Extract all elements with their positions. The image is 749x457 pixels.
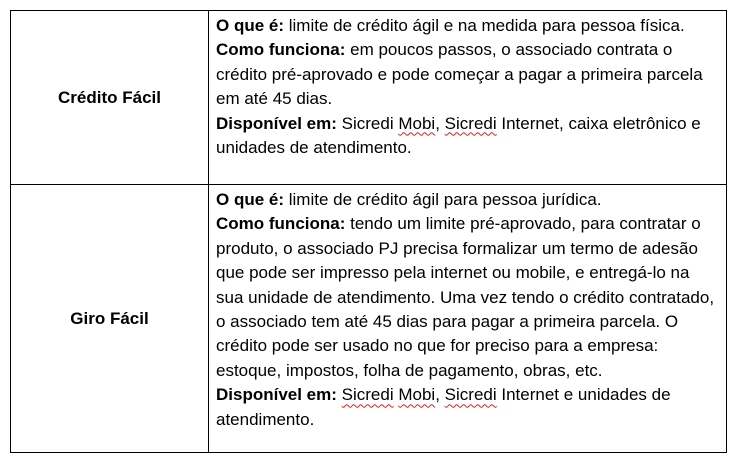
table-row-credito-facil <box>11 11 727 185</box>
table-row-giro-facil <box>11 185 727 453</box>
how-it-works-paragraph <box>216 38 720 111</box>
what-is-text: limite de crédito ágil para pessoa jurídica. <box>284 190 602 209</box>
what-is-text: limite de crédito ágil e na medida para pessoa física. <box>284 16 685 35</box>
available-rest-text: Internet e unidades de atendimento. <box>216 385 671 429</box>
product-name-credito-facil: Crédito Fácil <box>11 11 209 185</box>
available-brand-word: Sicredi <box>341 385 394 405</box>
available-in-label: Disponível em: <box>216 113 337 133</box>
product-description-giro-facil <box>209 185 727 453</box>
available-app-word: Mobi <box>398 385 436 405</box>
how-it-works-label: Como funciona: <box>216 214 346 234</box>
available-separator: , <box>435 385 445 405</box>
available-brand-word-2: Sicredi <box>444 113 497 133</box>
available-rest-text: Internet, caixa eletrônico e unidades de atendimento. <box>216 113 701 158</box>
how-it-works-text: tendo um limite pré-aprovado, para contratar o produto, o associado PJ precisa formalizar um termo de adesão que pode ser impresso pela internet ou mobile, e entregá-lo na sua unidade de atendimento. Uma vez tendo o crédito contratado, o associado tem até 45 dias para pagar a primeira parcela. O crédito pode ser usado no que for preciso para a empresa: estoque, impostos, folha de pagamento, obras, etc. <box>216 214 715 380</box>
what-is-paragraph <box>216 14 720 38</box>
available-separator: , <box>435 113 445 133</box>
credit-products-table <box>10 10 727 453</box>
available-app-word: Mobi <box>398 113 436 133</box>
how-it-works-text: em poucos passos, o associado contrata o crédito pré-aprovado e pode começar a pagar a primeira parcela em até 45 dias. <box>216 40 703 109</box>
how-it-works-label: Como funciona: <box>216 40 346 60</box>
available-brand-word: Sicredi <box>341 113 394 133</box>
what-is-label: O que é: <box>216 16 285 35</box>
available-in-paragraph <box>216 383 720 432</box>
what-is-label: O que é: <box>216 190 285 209</box>
available-in-paragraph <box>216 112 720 161</box>
what-is-paragraph <box>216 188 720 212</box>
product-description-credito-facil <box>209 11 727 185</box>
how-it-works-paragraph <box>216 212 720 383</box>
available-in-label: Disponível em: <box>216 385 337 405</box>
product-name-giro-facil: Giro Fácil <box>11 185 209 453</box>
available-brand-word-2: Sicredi <box>444 385 497 405</box>
